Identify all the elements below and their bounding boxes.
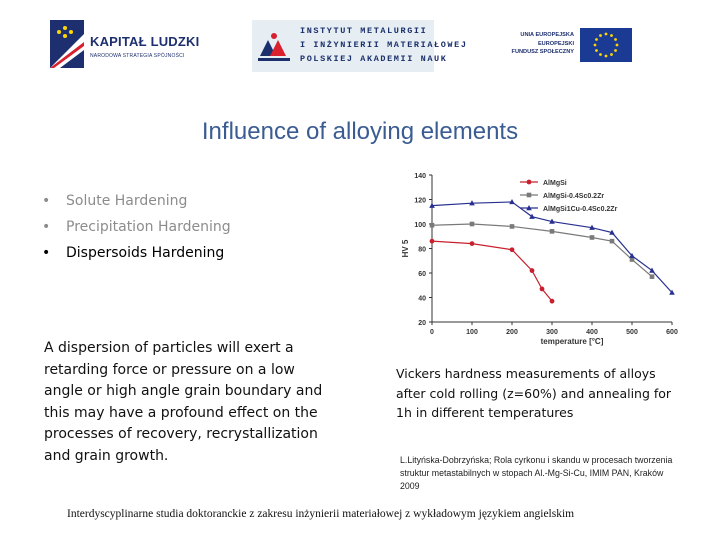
data-point-0 — [510, 247, 515, 252]
eu-star — [614, 38, 617, 41]
eu-star — [605, 33, 608, 36]
legend-marker — [527, 180, 532, 185]
eu-star — [595, 49, 598, 52]
eu-star — [610, 53, 613, 56]
legend-label: AlMgSi — [543, 180, 567, 187]
imim-line-3: POLSKIEJ AKADEMII NAUK — [300, 54, 448, 64]
chart-caption: Vickers hardness measurements of alloys after cold rolling (z=60%) and annealing for 1h in different temperatures — [396, 366, 672, 420]
bullet-dispersoids-hardening — [40, 240, 231, 266]
bullet-precipitation-hardening — [40, 214, 231, 240]
dispersion-paragraph: A dispersion of particles will exert a retarding force or pressure on a low angle or high angle grain boundary and this may have a profound effect on the processes of recovery, recrystallization and grain growth. — [44, 340, 323, 464]
series-line-2 — [432, 202, 672, 293]
eu-star — [599, 34, 602, 37]
eu-star — [610, 34, 613, 37]
kapital-ludzki-title: KAPITAŁ LUDZKI — [90, 34, 200, 49]
bullet-text: Solute Hardening — [66, 193, 188, 209]
bullet-text: Precipitation Hardening — [66, 219, 231, 235]
y-tick-label: 60 — [418, 271, 426, 278]
ue-efs-logo — [500, 24, 635, 68]
kapital-ludzki-subtitle: NARODOWA STRATEGIA SPÓJNOŚCI — [90, 53, 185, 59]
imim-emblem-icon — [254, 26, 294, 66]
legend-label: AlMgSi1Cu-0.4Sc0.2Zr — [543, 206, 618, 213]
bullet-solute-hardening — [40, 188, 231, 214]
x-axis-label: temperature [°C] — [540, 337, 604, 346]
data-point-1 — [550, 229, 555, 234]
y-tick-label: 100 — [414, 222, 426, 229]
x-tick-label: 400 — [586, 329, 598, 336]
y-tick-label: 140 — [414, 173, 426, 180]
x-tick-label: 500 — [626, 329, 638, 336]
data-point-1 — [430, 223, 435, 228]
reference-citation: L.Lityńska-Dobrzyńska; Rola cyrkonu i skandu w procesach tworzenia struktur metastabilnych w stopach Al.-Mg-Si-Cu, IMIM PAN, Kraków 2009 — [400, 455, 673, 491]
series-line-1 — [432, 224, 652, 277]
bullet-text: Dispersoids Hardening — [66, 245, 225, 261]
eu-star — [599, 53, 602, 56]
y-tick-label: 40 — [418, 295, 426, 303]
x-tick-label: 0 — [430, 329, 434, 336]
bullet-dot: • — [42, 219, 51, 235]
imim-line-1: INSTYTUT METALURGII — [300, 26, 428, 36]
y-tick-label: 80 — [418, 246, 426, 254]
bullet-list — [40, 188, 231, 266]
eu-star — [595, 38, 598, 41]
data-point-1 — [590, 235, 595, 240]
bullet-dot: • — [42, 193, 51, 209]
eu-star — [594, 44, 597, 47]
x-tick-label: 100 — [466, 329, 478, 336]
eu-flag-icon — [580, 28, 632, 62]
bullet-dot: • — [42, 245, 51, 261]
data-point-0 — [430, 239, 435, 244]
y-tick-label: 20 — [418, 320, 426, 327]
eu-star — [614, 49, 617, 52]
data-point-0 — [530, 268, 535, 273]
data-point-0 — [540, 287, 545, 292]
ue-line-2: EUROPEJSKI — [537, 41, 574, 47]
hardness-chart — [360, 168, 690, 350]
x-tick-label: 600 — [666, 329, 678, 336]
legend-marker — [527, 193, 532, 198]
data-point-1 — [470, 222, 475, 227]
x-tick-label: 200 — [506, 329, 518, 336]
eu-star — [616, 44, 619, 47]
kapital-ludzki-emblem-icon — [50, 20, 84, 68]
y-axis-label: HV 5 — [401, 239, 410, 258]
x-tick-label: 300 — [546, 329, 558, 336]
imim-line-2: I INŻYNIERII MATERIAŁOWEJ — [300, 40, 468, 50]
ue-line-3: FUNDUSZ SPOŁECZNY — [511, 49, 574, 55]
footer-text: Interdyscyplinarne studia doktoranckie z zakresu inżynierii materiałowej z wykładowym językiem angielskim — [67, 508, 575, 520]
kapital-ludzki-logo — [50, 20, 200, 70]
eu-star — [605, 55, 608, 58]
data-point-2 — [529, 214, 535, 219]
data-point-0 — [550, 299, 555, 304]
y-tick-label: 120 — [414, 197, 426, 205]
data-point-0 — [470, 241, 475, 246]
data-point-2 — [649, 268, 655, 273]
imim-pan-logo — [252, 20, 468, 72]
data-point-1 — [610, 239, 615, 244]
legend-label: AlMgSi-0.4Sc0.2Zr — [543, 193, 605, 200]
slide-title: Influence of alloying elements — [201, 118, 519, 145]
data-point-1 — [650, 274, 655, 279]
ue-line-1: UNIA EUROPEJSKA — [520, 32, 574, 38]
data-point-1 — [510, 224, 515, 229]
logo-bar — [0, 14, 720, 76]
